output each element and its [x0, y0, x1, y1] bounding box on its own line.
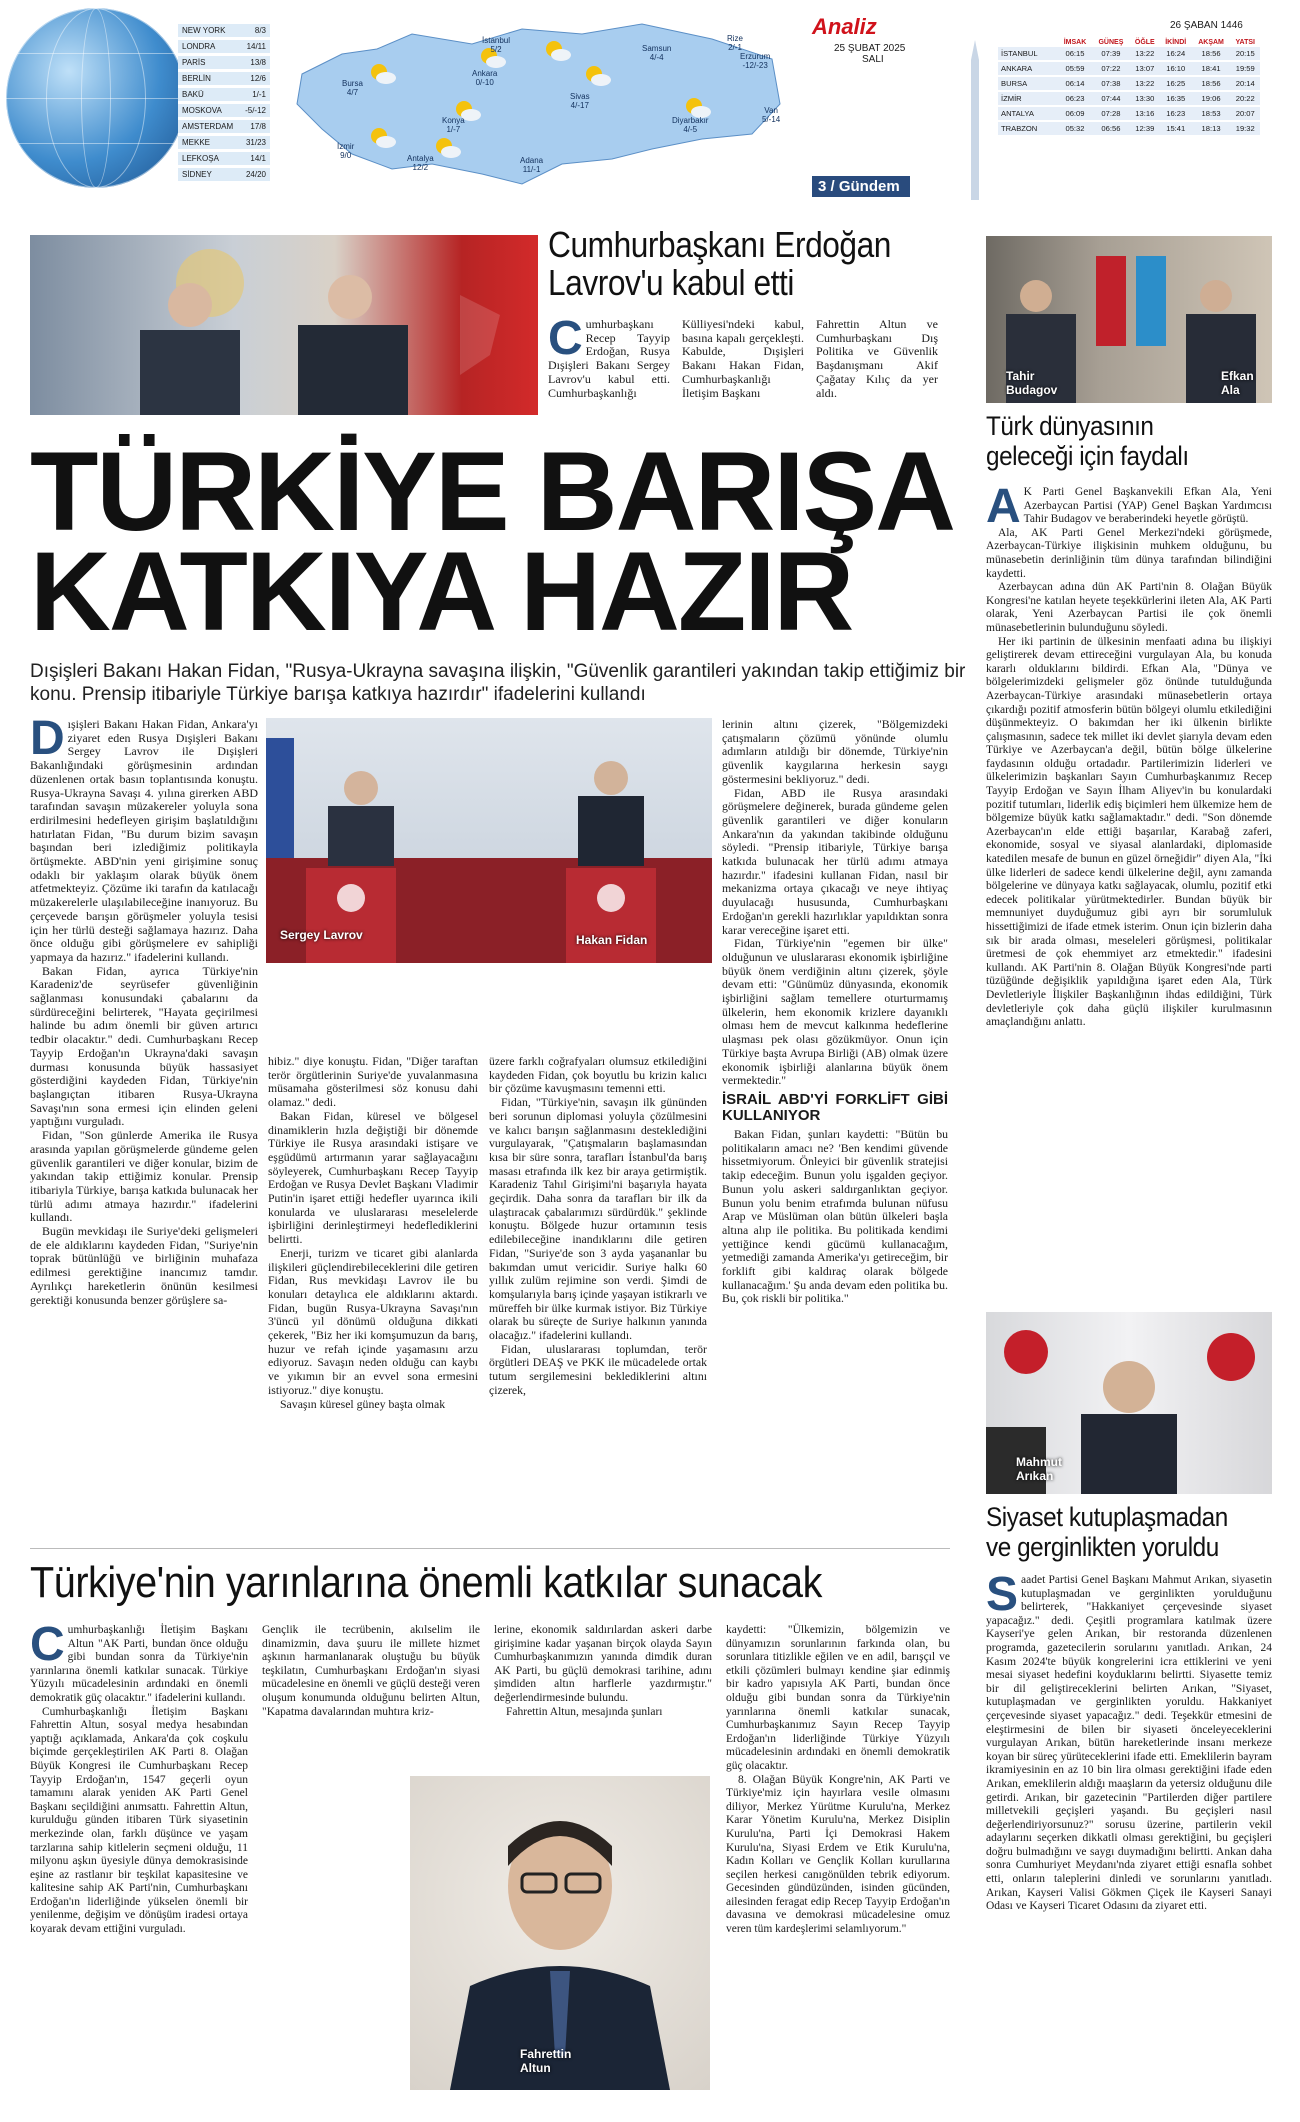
prayer-header-cell: İMSAK	[1063, 39, 1087, 46]
map-city-label	[472, 69, 497, 87]
main-col3-para3: Fidan, uluslararası toplumdan, terör örgütleri DEAŞ ve PKK ile mücadelede ortak tutum sergilemesini beklediklerini altını çizerek,	[489, 1341, 707, 1397]
map-city-label	[520, 156, 543, 174]
prayer-cell: ANKARA	[998, 61, 1058, 76]
bottom-col1-para2: Cumhurbaşkanlığı İletişim Başkanı Fahrettin Altun, sosyal medya hesabından yaptığı açıklamada, Ankara'da çok coşkulu biçimde gerçekleştirilen AK Parti 8. Olağan Büyük Kongresi ile Cumhurbaşkanı Recep Tayyip Erdoğan'ın, 1547 geçerli oyun tamamını alarak yeniden AK Parti Genel Başkanı seçildiğini anımsattı. Fahrettin Altun, kurulduğu günden itibaren Türk siyasetinin merkezinde olan, farklı düşünce ve yaşam tarzlarına sahip kitlelerin seçmeni olduğu, 11 milyonu aşkın üyesiyle dünya demokrasisinde eşine az rastlanır bir teşkilat kapasitesine ve kalitesine sahip AK Parti'nin, Cumhurbaşkanı Erdoğan'ın liderliğinde yükselen önemli bir yenilenme, değişim ve dönüşüm iradesi ortaya koyarak devam ettiğini vurguladı.	[30, 1705, 248, 1936]
ala-budagov-photo	[986, 236, 1272, 403]
weather-city-row	[178, 136, 270, 152]
map-city-label	[740, 52, 770, 70]
prayer-cell: 06:56	[1092, 121, 1130, 136]
main-col4-para1: lerinin altını çizerek, "Bölgemizdeki çatışmaların çözümü yönünde olumlu adımların atıldığı bir dönemde, Türkiye'nin güvenlik kaygılarına herkesin saygı göstermesini bekliyoruz." dedi.	[722, 717, 948, 786]
prayer-cell: 13:07	[1130, 61, 1160, 76]
main-col1-para4: Bugün mevkidaşı ile Suriye'deki gelişmeleri de ele aldıklarını kaydeden Fidan, "Suriye'nin toprak bütünlüğü ve birliğinin muhafaza edilmesi gerektiğine inancımız tamdır. Ayrılıkçı hareketlerin önünün kesilmesi gerektiği konusunda benzer görüşlere sa-	[30, 1224, 258, 1307]
map-city-name: Bursa	[342, 79, 363, 88]
caption-lavrov: Sergey Lavrov	[280, 928, 363, 942]
city-name: LONDRA	[182, 42, 216, 51]
map-city-name: Konya	[442, 116, 465, 125]
prayer-cell: 16:25	[1160, 76, 1192, 91]
bottom-col4-para2: 8. Olağan Büyük Kongre'nin, AK Parti ve Türkiye'miz için hayırlara vesile olmasını diliyor, Merkez Yürütme Kurulu'na, Merkez Karar Yönetim Kurulu'na, Merkez Disiplin Kurulu'na, Parti İçi Demokrasi Hakem Kurulu'na, Siyasi Erdem ve Etik Kurulu'na, Kadın Kolları ve Gençlik Kolları kurullarına seçilen herkesi canıgönülden tebrik ediyorum. Gecesinden gündüzünden, isinden gücünden, ailesinden feragat edip Recep Tayyip Erdoğan'ın davasına ve demokrasi mücadelesine omuz veren tüm kardeşlerimi selamlıyorum."	[726, 1773, 950, 1936]
right1-para4: Her iki partinin de ülkesinin menfaati adına bu ilişkiyi geliştirerek devam ettireceğini vurgulayan Ala, bu konuda kararlı olduklarını bildirdi. Efkan Ala, "Dünya ve bölgelerimizdeki gelişmeler göz önünde tutulduğunda Azerbaycan-Türkiye arasındaki münasebetlerin ortaya çıkardığı pozitif atmosferin bütün bölgeyi olumlu etkilediğini düşünmekteyiz. O bakımdan her iki ülkenin birlikte çalışmasının, sadece tek millet iki devlet şiarıyla devam eden Türkiye ve Azerbaycan'a değil, bütün bölge ülkelerine faydasının olduğu ortadadır. Partilerimizin liderleri ve ülkelerimizin başkanları Sayın Cumhurbaşkanımız Recep Tayyip Erdoğan ve Sayın İlham Aliyev'in bu konulardaki pozitif tutumları, liderlik ediş biçimleri hem ülkemize hem de bölgemize büyük katkı sağlamaktadır." dedi. "Son dönemde Azerbaycan'ın elde ettiği başarılar, Karabağ zaferi, ekonomide, sosyal ve siyasal alanlardaki, diplomaside katedilen mesafe de bunun en güzel örneğidir" diyen Ala, "İki ülke liderleri de sadece kendi ülkelerine değil, aynı zamanda bölgelerine ve dünyaya katkı sağlayacak, olumlu, pozitif etki edecek politikalar yürütmektedirler. Bundan büyük bir memnuniyet duyduğumuz gibi ayrı bir sorumluluk hissettiğimizi de ifade etmek isterim. Onun için bizlerin daha sık bir arada olması, meseleleri görüşmesi, politikalar üretmesi de çok ehemmiyet arz etmektedir." ifadesini kullandı. AK Parti'nin 8. Olağan Büyük Kongresi'nde parti tüzüğünde değişiklik yapıldığına işaret eden Ala, Türk Devletleriyle İlişkiler Başkanlığının ihdas edildiğini, Türk devletleriyle çok daha güçlü ilişkiler kurulmasının amaçlandığını anlattı.	[986, 635, 1272, 1029]
map-city-label	[727, 34, 743, 52]
prayer-cell: 12:39	[1130, 121, 1160, 136]
story1-text-3: Fahrettin Altun ve Cumhurbaşkanı Dış Politika ve Güvenlik Başdanışmanı Akif Çağatay Kılıç da yer aldı.	[816, 317, 938, 400]
prayer-cell: 13:22	[1130, 47, 1160, 61]
map-city-temp: -12/-23	[742, 61, 768, 70]
dropcap: D	[30, 712, 65, 765]
story1-column-2	[682, 318, 804, 400]
map-city-temp: 12/2	[412, 163, 429, 172]
main-col2-para1: hibiz." diye konuştu. Fidan, "Diğer taraftan terör örgütlerinin Suriye'de yuvalanmasına müsamaha gösterilmesi söz konusu dahi olamaz." dedi.	[268, 1054, 478, 1110]
right1-para1: K Parti Genel Başkanvekili Efkan Ala, Yeni Azerbaycan Partisi (YAP) Genel Başkan Yardımcısı Tahir Budagov ve beraberindeki heyetle görüştü.	[1023, 486, 1272, 526]
main-headline-line2: KATKIYA HAZIR	[30, 529, 853, 654]
globe-illustration	[6, 8, 186, 188]
prayer-cell: 16:24	[1160, 47, 1192, 61]
prayer-header-cell: GÜNEŞ	[1098, 39, 1124, 46]
city-temp: 17/8	[250, 122, 266, 131]
bottom-col2-para1: Gençlik ile tecrübenin, akılselim ile dinamizmin, dava şuuru ile millete hizmet aşkının harmanlanarak oluştuğu bu büyük teşkilatın, Cumhurbaşkanı Erdoğan'ın siyasi mücadelesine en önemli ve güçlü desteği veren oluşum konumunda olduğunu belirten Altun, "Kapatma davalarından muhtıra kriz-	[262, 1624, 480, 1718]
prayer-cell: 18:56	[1192, 76, 1231, 91]
arikan-photo	[986, 1312, 1272, 1494]
main-col1-para2: Bakan Fidan, ayrıca Türkiye'nin Karadeniz'de seyrüsefer güvenliğinin sağlanması konusundaki çabalarını da sürdüreceğini belirterek, "Hayata geçirilmesi halinde bu adım önemli bir güven artırıcı tedbir olacaktır." dedi. Cumhurbaşkanı Recep Tayyip Erdoğan'ın Ukrayna'daki savaşın durması konusunda büyük hassasiyet gösterdiğini kaydeden Fidan, Türkiye'nin başlangıçtan itibaren Rusya-Ukrayna Savaşı'nın sona ermesi için elinden geleni yaptığını vurguladı.	[30, 963, 258, 1129]
right1-para2: Ala, AK Parti Genel Merkezi'ndeki görüşmede, Azerbaycan-Türkiye ilişkisinin muhkem olduğunu, bu münasebetin derinliğinin tüm dünya tarafından bilindiğini kaydetti.	[986, 526, 1272, 580]
weather-city-row	[178, 168, 270, 184]
main-col1-para3: Fidan, "Son günlerde Amerika ile Rusya arasında yapılan görüşmelerde gündeme gelen güvenlik garantileri ve diğer konular, bizim de yakından takip ettiğimiz konular. Prensip itibariyla Türkiye, barışa katkıda bulunacak her türlü adımı atmaya hazırdır." ifadelerini kullandı.	[30, 1128, 258, 1225]
prayer-cell: 07:39	[1092, 47, 1130, 61]
right2-para1: aadet Partisi Genel Başkanı Mahmut Arıkan, siyasetin kutuplaşmadan ve gerginlikten yorulduğunu belirterek, "Hakkaniyet çerçevesinde siyaset yapacağız." dedi. Çeşitli programlara katılmak üzere Kayseri'ye gelen Arıkan, bir restoranda düzenlenen programda, gazetecilerin sorularını yanıtladı. Arıkan, 24 Kasım 2024'te büyük kongrelerini icra ettiklerini ve yeni mesai siyaset hedefini koyduklarını belirtti. Siyasette temiz bir dil geliştireceklerini belirten Arıkan, "Siyaset, kutuplaşmadan ve gerginlikten yoruldu. Hakkaniyet çerçevesinde siyaset yapacağız." dedi. Teşekkür etmesini de eleştirmesini de bilen bir siyaseti önceleyeceklerini vurgulayan Arıkan, bütün hareketlerinde insanı merkeze koyan bir süreç yürüteceklerini ifade etti. Emeklilerin bayram ikramiyesinin en az 10 bin lira olması gerektiğini ifade eden Arıkan, emeklilerin aldığı maaşların da yetersiz olduğunu dile getirdi. Arıkan, bir gazetecinin "Partilerden diğer partilere milletvekili geçişleri yaşandı. Bu geçişleri nasıl değerlendiriyorsunuz?" sorusu üzerine, partilerin vekil adaylarını seçerken dikkatli olması gerektiğini, bu geçişleri doğru bulmadığını ve saygı duymadığını belirtti. Ankan daha sonra Cumhuriyet Meydanı'nda ziyaret ettiği esnafla sohbet etti, onların taleplerini dinledi ve sorunlarını yanıtladı. Arıkan, Kayseri Valisi Gökmen Çiçek ile Kayseri Sanayi Odası ve Kayseri Ticaret Odasını da ziyaret etti.	[986, 1574, 1272, 1913]
main-column-2	[268, 1055, 478, 1411]
turkey-weather-map	[282, 14, 787, 194]
newspaper-logo[interactable]: Analiz	[812, 14, 877, 39]
prayer-cell: 19:32	[1231, 121, 1261, 136]
prayer-header-cell: İKİNDİ	[1165, 39, 1187, 46]
city-name: BAKÜ	[182, 90, 204, 99]
map-city-temp: 1/-7	[446, 125, 461, 134]
bottom-column-4	[726, 1624, 950, 1937]
fidan-lavrov-press-photo	[266, 718, 712, 963]
right1-para3: Azerbaycan adına dün AK Parti'nin 8. Olağan Büyük Kongresi'ne katılan heyete teşekkürlerini ileten Ala, AK Parti olarak, Yeni Azerbaycan Partisi ile çok önemli münasebetlerinin bulunduğunu söyledi.	[986, 581, 1272, 634]
story1-title-line1: Cumhurbaşkanı Erdoğan	[548, 224, 891, 265]
minaret-silhouette	[955, 40, 995, 200]
prayer-cell: 19:59	[1231, 61, 1261, 76]
prayer-cell: 16:10	[1160, 61, 1192, 76]
bottom-col4-para1: kaydetti: "Ülkemizin, bölgemizin ve dünyamızın sorunlarının farkında olan, bu sorunlara titizlikle eğilen ve en adil, barışçıl ve etkili çözümleri bulmayı kendine şiar edinmiş bir kadro yapısıyla AK Parti, bundan önce olduğu gibi bundan sonra da Türkiye'nin yarınlarına önemli katkılar sunacak, Cumhurbaşkanımız Sayın Recep Tayyip Erdoğan'ın liderliğinde Türkiye Yüzyılı mücadelesinin ardındaki en önemli demokratik güç olacaktır.	[726, 1624, 950, 1772]
map-city-label	[407, 154, 434, 172]
prayer-cell: 19:06	[1192, 91, 1231, 106]
caption-altun: Fahrettin Altun	[520, 2047, 572, 2075]
bottom-title: Türkiye'nin yarınlarına önemli katkılar sunacak	[30, 1558, 822, 1607]
prayer-cell: İZMİR	[998, 91, 1058, 106]
weather-city-row	[178, 88, 270, 104]
prayer-row	[998, 76, 1260, 91]
prayer-cell: 13:30	[1130, 91, 1160, 106]
right1-title	[986, 411, 1243, 471]
altun-photo	[410, 1776, 710, 2090]
city-temp: 14/1	[250, 154, 266, 163]
main-column-1	[30, 712, 258, 1307]
prayer-cell: 07:44	[1092, 91, 1130, 106]
issue-date: 25 ŞUBAT 2025	[834, 43, 906, 54]
city-temp: 1/-1	[252, 90, 266, 99]
weather-city-row	[178, 56, 270, 72]
caption-fidan: Hakan Fidan	[576, 933, 648, 947]
map-city-temp: 4/7	[346, 88, 359, 97]
dropcap: A	[986, 480, 1021, 533]
story1-text-2: Külliyesi'ndeki kabul, basına kapalı gerçekleşti. Kabulde, Dışişleri Bakanı Hakan Fidan, Cumhurbaşkanlığı İletişim Başkanı	[682, 317, 804, 400]
map-city-label	[642, 44, 671, 62]
prayer-cell: 07:22	[1092, 61, 1130, 76]
map-city-temp: 5/-14	[762, 115, 781, 124]
main-col1-text: ışişleri Bakanı Hakan Fidan, Ankara'yı ziyaret eden Rusya Dışişleri Bakanı Sergey Lavrov ile Dışişleri Bakanlığındaki görüşmesinin ardından düzenlenen ortak basın toplantısında konuştu. Rusya-Ukrayna Savaşı 4. yılına girerken ABD tarafından savaşın müzakereler yoluyla sona erdirilmesini hedefleyen girişim başlatıldığını hatırlatan Fidan, "Bu durum bizim savaşın başından beri izlediğimiz politikayla örtüşmekte. ABD'nin yeni girişimine sonuç odaklı bir yaklaşım olarak büyük önem atfetmekteyiz. Çözüme iki tarafın da katılacağı müzakerelerle ulaşılabileceğine inanıyoruz. Bu çerçevede barışın görüşmeler yoluyla tesisi için her türlü desteği sağlamaya hazırız. Daha önce olduğu gibi görüşmelere ev sahipliği yapmaya da hazırız." ifadelerini kullandı.	[30, 717, 258, 964]
map-city-label	[337, 142, 354, 160]
map-city-name: Adana	[520, 156, 544, 165]
main-col4-para4: Bakan Fidan, şunları kaydetti: "Bütün bu politikaların amacı ne? 'Ben kendimi güvende hissetmiyorum. Önleyici bir güvenlik stratejisi takip edeceğim. Bunun yolu işgalden geçiyor. Bunun yolu askeri saldırganlıktan geçiyor. Bunun yolu benim etrafımda bulunan nüfusu Arap ve Müslüman olan bütün ülkeleri başla altına alıp ile politika. Bu politikada kendimi yettiğince kendi gücümü kullanacağım, yetmediği zamanda Amerika'yı getireceğim, bir forklift gibi kaldıraç olarak bölgede kullanacağım.' Şu anda devam eden politika bu. Bu, çok riskli bir politika."	[722, 1126, 948, 1306]
partly-cloudy-icon	[367, 126, 397, 150]
prayer-row	[998, 61, 1260, 76]
prayer-cell: 13:16	[1130, 106, 1160, 121]
bottom-column-3	[494, 1624, 712, 1719]
prayer-cell: 20:15	[1231, 47, 1261, 61]
map-city-label	[442, 116, 465, 134]
map-city-name: Sivas	[570, 92, 590, 101]
prayer-cell: 05:32	[1058, 121, 1092, 136]
main-col4-para2: Fidan, ABD ile Rusya arasındaki görüşmelere değinerek, burada gündeme gelen güvenlik garantileri ve diğer konuların Ankara'nın da yakından takibinde olduğunu söyledi. "Prensip itibariyle, Türkiye barışa katkıda bulunacak her türlü adımı atmaya hazırdır." ifadesini kullanan Fidan, nasıl bir mekanizma ortaya çıkacağı ve neye ihtiyaç duyulacağı hususunda, Cumhurbaşkanı Erdoğan'ın gerekli hazırlıklar yapıldıktan sonra karar vereceğine işaret etti.	[722, 785, 948, 937]
prayer-cell: 13:22	[1130, 76, 1160, 91]
city-name: PARİS	[182, 58, 206, 67]
map-city-name: Rize	[727, 34, 744, 43]
weather-city-row	[178, 24, 270, 40]
issue-day: SALI	[862, 54, 884, 65]
prayer-cell: 15:41	[1160, 121, 1192, 136]
map-city-label	[482, 36, 510, 54]
prayer-header-cell: ÖĞLE	[1134, 39, 1155, 46]
main-column-4	[722, 718, 948, 1306]
story1-column-3	[816, 318, 938, 400]
hijri-date: 26 ŞABAN 1446	[1170, 20, 1243, 31]
altun-figure	[410, 1776, 710, 2090]
caption-budagov: Tahir Budagov	[1006, 369, 1058, 397]
map-city-name: Ankara	[472, 69, 498, 78]
divider	[30, 1548, 950, 1549]
prayer-cell: 18:41	[1192, 61, 1231, 76]
map-city-label	[570, 92, 590, 110]
prayer-cell: BURSA	[998, 76, 1058, 91]
weather-city-row	[178, 104, 270, 120]
main-col4-para3: Fidan, Türkiye'nin "egemen bir ülke" olduğunun ve uluslararası ekonomik işbirliğine büyük önem verdiğinin altını çizerek, şöyle devam etti: "Günümüz dünyasında, ekonomik işbirliğini sağlam temellere oturturmamış ülkelerin, hem ekonomik krizlere dayanıklı olması hem de mevcut kalkınma hedeflerine ulaşması pek olası gözükmüyor. Onun için Türkiye başta Avrupa Birliği (AB) olmak üzere ekonomik işbirliği alanlarına büyük önem vermektedir."	[722, 936, 948, 1088]
prayer-cell: 06:09	[1058, 106, 1092, 121]
prayer-cell: 05:59	[1058, 61, 1092, 76]
map-city-temp: 4/-17	[570, 101, 589, 110]
map-city-temp: 2/-1	[728, 43, 742, 52]
partly-cloudy-icon	[542, 39, 572, 63]
caption-ala: Efkan Ala	[1221, 369, 1254, 397]
dropcap: C	[548, 312, 583, 365]
city-temp: 8/3	[254, 26, 266, 35]
main-col3-para1: üzere farklı coğrafyaları olumsuz etkilediğini kaydeden Fidan, çok boyutlu bu krizin kalıcı bir çözüme kavuşmasını temenni etti.	[489, 1054, 707, 1096]
page-header	[0, 0, 1300, 212]
prayer-cell: 20:22	[1231, 91, 1261, 106]
main-column-3	[489, 1055, 707, 1398]
press-conference-figures	[266, 718, 712, 963]
prayer-times-table	[998, 38, 1260, 137]
erdogan-lavrov-photo	[30, 235, 538, 415]
map-city-label	[342, 79, 363, 97]
world-weather-list	[178, 24, 270, 184]
map-city-temp: 4/-5	[683, 125, 698, 134]
prayer-cell: 06:14	[1058, 76, 1092, 91]
meeting-photo-figures	[30, 235, 538, 415]
map-city-name: Erzurum	[740, 52, 771, 61]
city-temp: -5/-12	[245, 106, 266, 115]
bottom-col3-para1: lerine, ekonomik saldırılardan askeri darbe girişimine kadar yaşanan birçok olayda Sayın Cumhurbaşkanımızın yanında dimdik duran AK Parti, bu güçlü demokrasi tarihine, adını şimdiden altın harflerle yazdırmıştır." değerlendirmesinde bulundu.	[494, 1624, 712, 1704]
city-name: AMSTERDAM	[182, 122, 234, 131]
right2-title	[986, 1502, 1243, 1562]
prayer-cell: 06:23	[1058, 91, 1092, 106]
prayer-cell: 20:07	[1231, 106, 1261, 121]
prayer-row	[998, 121, 1260, 136]
story1-title-line2: Lavrov'u kabul etti	[548, 262, 795, 303]
prayer-cell: TRABZON	[998, 121, 1058, 136]
map-city-name: Diyarbakır	[672, 116, 709, 125]
map-city-temp: 11/-1	[522, 165, 541, 174]
weather-city-row	[178, 40, 270, 56]
prayer-cell: İSTANBUL	[998, 47, 1058, 61]
city-name: MEKKE	[182, 138, 211, 147]
city-temp: 24/20	[245, 170, 266, 179]
map-city-name: İzmir	[337, 142, 355, 151]
map-city-label	[762, 106, 780, 124]
map-city-temp: 9/0	[340, 151, 352, 160]
story1-column-1	[548, 312, 670, 400]
partly-cloudy-icon	[367, 62, 397, 86]
city-temp: 12/6	[250, 74, 266, 83]
prayer-cell: 18:56	[1192, 47, 1231, 61]
right2-title-line2: ve gerginlikten yoruldu	[986, 1532, 1219, 1562]
prayer-header-row	[998, 38, 1260, 47]
prayer-cell: 20:14	[1231, 76, 1261, 91]
right1-title-line2: geleceği için faydalı	[986, 441, 1189, 471]
map-city-name: Antalya	[407, 154, 434, 163]
partly-cloudy-icon	[582, 64, 612, 88]
caption-arikan: Mahmut Arıkan	[1016, 1455, 1062, 1483]
city-name: SİDNEY	[182, 170, 212, 179]
masthead	[812, 14, 952, 74]
city-name: MOSKOVA	[182, 106, 222, 115]
bottom-column-1	[30, 1618, 248, 1937]
prayer-cell: ANTALYA	[998, 106, 1058, 121]
map-city-temp: 4/-4	[649, 53, 664, 62]
bottom-col1-para1: umhurbaşkanlığı İletişim Başkanı Altun "AK Parti, bundan önce olduğu gibi bundan sonra da Türkiye'nin yarınlarına önemli katkılar sunacak. Türkiye Yüzyılı mücadelesinin ardındaki en önemli demokratik güç olacaktır." ifadelerini kullandı.	[30, 1624, 248, 1704]
prayer-cell: 16:35	[1160, 91, 1192, 106]
city-name: NEW YORK	[182, 26, 226, 35]
prayer-cell: 06:15	[1058, 47, 1092, 61]
weather-city-row	[178, 72, 270, 88]
map-city-label	[672, 116, 708, 134]
main-col2-para3: Enerji, turizm ve ticaret gibi alanlarda ilişkileri güçlendirebileceklerini dile getiren Fidan, Rus mevkidaşı Lavrov ile bu konuları detaylıca ele aldıklarını aktardı. Fidan, bugün Rusya-Ukrayna Savaşı'nın 3'üncü yıl dönümü olduğuna dikkati çekerek, "Biz her iki komşumuzun da barış, huzur ve refah içinde yaşamasını arzu ediyoruz. Savaşın neden olduğu can kaybı ve yıkımın bir an evvel sona ermesini istiyoruz." diye konuştu.	[268, 1245, 478, 1397]
main-headline	[30, 429, 985, 654]
section-label: 3 / Gündem	[812, 176, 910, 197]
right1-body	[986, 480, 1272, 1030]
city-name: LEFKOŞA	[182, 154, 219, 163]
city-temp: 14/11	[246, 42, 266, 51]
dropcap: S	[986, 1568, 1019, 1621]
bottom-col3-para2: Fahrettin Altun, mesajında şunları	[506, 1705, 663, 1718]
dropcap: C	[30, 1618, 65, 1671]
prayer-row	[998, 91, 1260, 106]
prayer-row	[998, 47, 1260, 61]
prayer-header-cell: AKŞAM	[1198, 39, 1224, 46]
map-city-name: Samsun	[642, 44, 672, 53]
prayer-cell: 07:38	[1092, 76, 1130, 91]
map-city-temp: 5/2	[490, 45, 502, 54]
prayer-header-cell: YATSI	[1235, 39, 1255, 46]
main-col2-para4: Savaşın küresel güney başta olmak	[280, 1396, 446, 1411]
bottom-column-2	[262, 1624, 480, 1719]
prayer-header-cell	[998, 38, 1058, 47]
prayer-cell: 07:28	[1092, 106, 1130, 121]
story1-title	[548, 226, 891, 302]
prayer-row	[998, 106, 1260, 121]
story1-text-1: umhurbaşkanı Recep Tayyip Erdoğan, Rusya Dışişleri Bakanı Sergey Lavrov'u kabul etti. Cumhurbaşkanlığı	[548, 317, 670, 400]
map-city-name: Van	[764, 106, 778, 115]
main-col3-para2: Fidan, "Türkiye'nin, savaşın ilk gününden beri sorunun diplomasi yoluyla çözülmesini ve kalıcı barışın sağlanmasını desteklediğini vurgulayarak, "Çatışmaların başlamasından kısa bir süre sonra, tarafları İstanbul'da barış masası etrafında ilk kez bir araya getirmiştik. Karadeniz Tahıl Girişimi'ni başarıyla hayata geçirdik. Daha sonra da tarafları bir ilk da ulaştıracak çabalarımızı sürdürdük." şeklinde konuştu. Bölgede huzur ortamının tesis edilebileceğine inandıklarını dile getiren Fidan, "Suriye'de son 3 ayda yaşananlar bu bakımdan umut vericidir. Suriye halkı 60 yıllık zulüm rejimine son verdi. Şimdi de komşularıyla barış içinde yaşayan istikrarlı ve müreffeh bir ülke kurmak istiyor. Biz Türkiye olarak bu süreçte de Suriye halkının yanında olacağız." ifadelerini kullandı.	[489, 1095, 707, 1343]
right2-title-line1: Siyaset kutuplaşmadan	[986, 1502, 1228, 1532]
city-temp: 13/8	[250, 58, 266, 67]
right2-body	[986, 1568, 1272, 1914]
city-temp: 31/23	[245, 138, 266, 147]
partly-cloudy-icon	[432, 136, 462, 160]
map-city-name: İstanbul	[482, 36, 511, 45]
weather-city-row	[178, 120, 270, 136]
weather-city-row	[178, 152, 270, 168]
right1-title-line1: Türk dünyasının	[986, 411, 1154, 441]
main-col2-para2: Bakan Fidan, küresel ve bölgesel dinamiklerin hızla değiştiği bir dönemde Türkiye ile Rusya arasındaki istişare ve eşgüdümü artırmanın yarar sağlayacağını söyleyerek, Cumhurbaşkanı Recep Tayyip Erdoğan ve Rusya Devlet Başkanı Vladimir Putin'in işaret ettiği hedefler uyarınca ikili konularda ve uluslararası meselelerde işbirliğini derinleştirmeyi hedeflediklerini belirtti.	[268, 1108, 478, 1247]
map-city-temp: 0/-10	[475, 78, 494, 87]
main-subheading: İSRAİL ABD'Yİ FORKLİFT GİBİ KULLANIYOR	[722, 1090, 948, 1124]
prayer-cell: 18:13	[1192, 121, 1231, 136]
main-headline-line1: TÜRKİYE BARIŞA	[30, 429, 955, 554]
main-subheadline: Dışişleri Bakanı Hakan Fidan, "Rusya-Ukrayna savaşına ilişkin, "Güvenlik garantileri yakından takip ettiğimiz bir konu. Prensip itibariyle Türkiye barışa katkıya hazırdır" ifadelerini kullandı	[30, 661, 966, 705]
prayer-cell: 18:53	[1192, 106, 1231, 121]
prayer-cell: 16:23	[1160, 106, 1192, 121]
city-name: BERLİN	[182, 74, 211, 83]
